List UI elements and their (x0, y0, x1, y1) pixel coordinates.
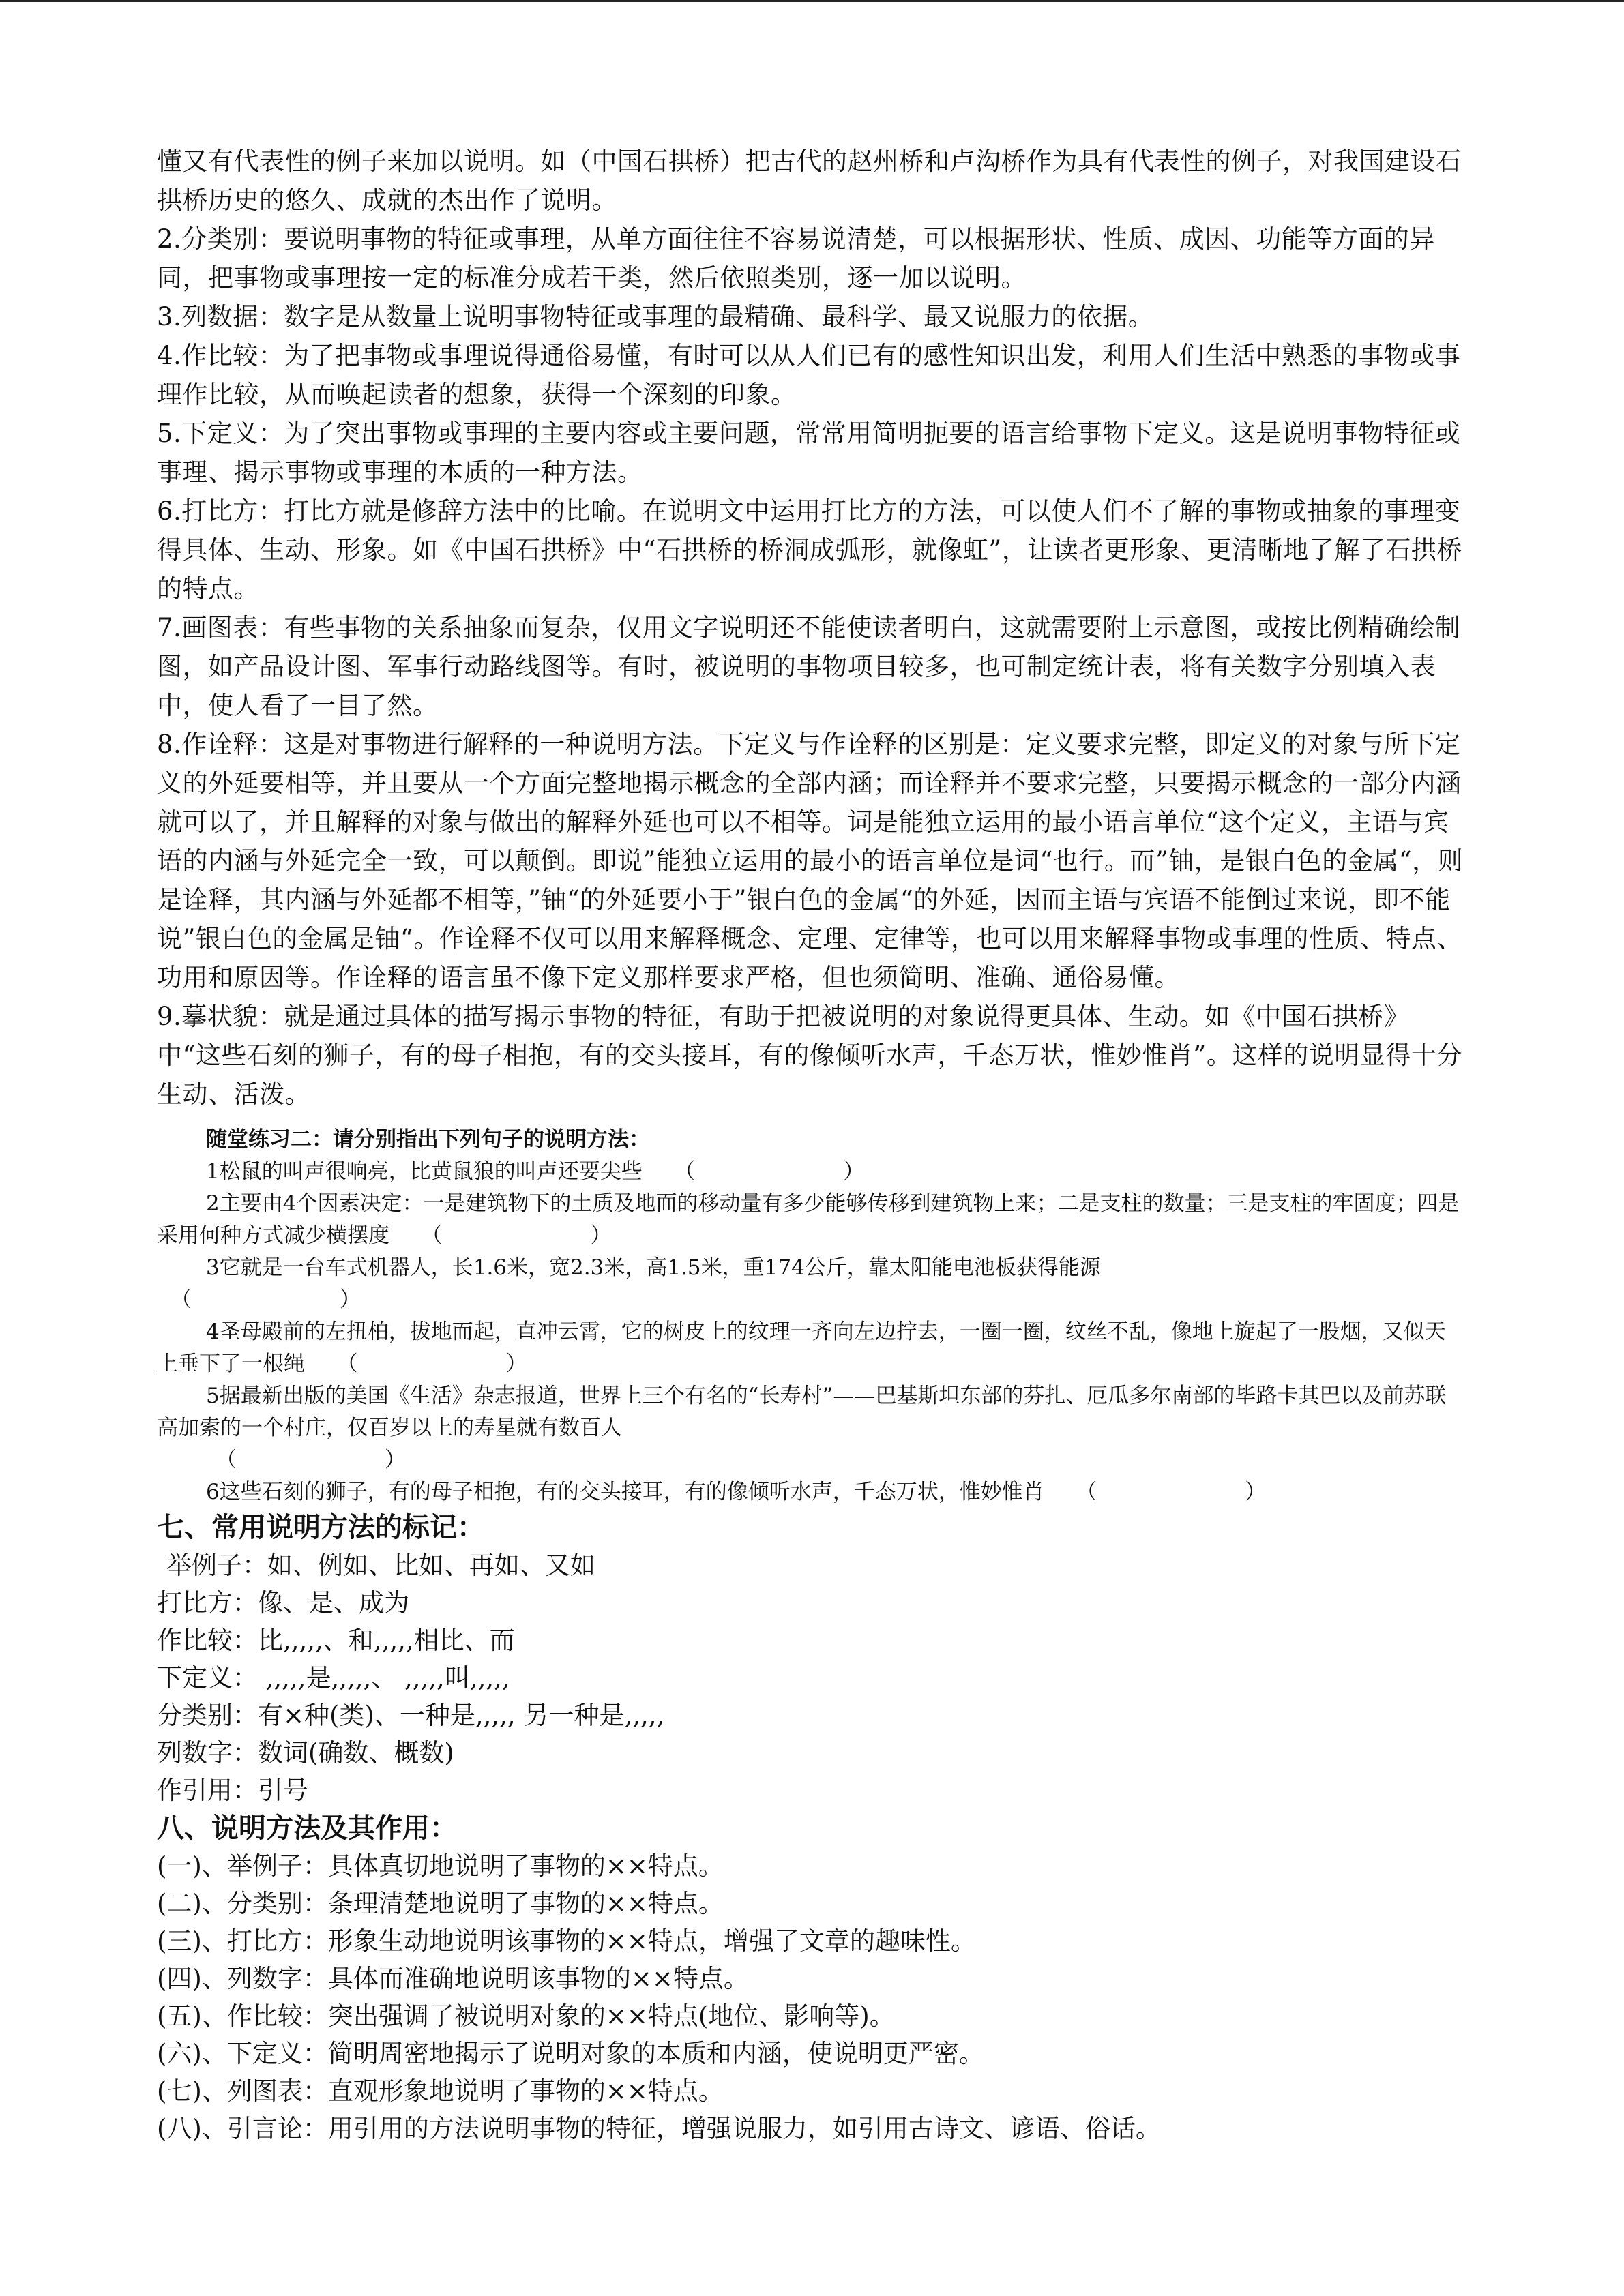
answer-blank[interactable]: （ ） (171, 1287, 361, 1312)
answer-blank[interactable]: （ ） (347, 1352, 527, 1376)
paragraph-compare: 4.作比较：为了把事物或事理说得通俗易懂，有时可以从人们已有的感性知识出发，利用人们生活中熟悉的事物或事理作比较，从而唤起读者的想象，获得一个深刻的印象。 (157, 341, 1461, 409)
exercise-item-text: 6这些石刻的狮子，有的母子相抱，有的交头接耳，有的像倾听水声，千态万状，惟妙惟肖 (206, 1480, 1044, 1504)
answer-blank[interactable]: （ ） (684, 1159, 865, 1184)
exercise-item (157, 1316, 1466, 1380)
marker-line: 分类别：有×种(类)、一种是,,,,, 另一种是,,,,, (157, 1701, 665, 1730)
paragraph-analogy: 6.打比方：打比方就是修辞方法中的比喻。在说明文中运用打比方的方法，可以使人们不了解的事物或抽象的事理变得具体、生动、形象。如《中国石拱桥》中“石拱桥的桥洞成弧形，就像虹”，让读者更形象、更清晰地了解了石拱桥的特点。 (157, 496, 1462, 603)
marker-line: 打比方：像、是、成为 (157, 1588, 409, 1617)
paragraph-example-continuation: 懂又有代表性的例子来加以说明。如（中国石拱桥）把古代的赵州桥和卢沟桥作为具有代表性的例子，对我国建设石拱桥历史的悠久、成就的杰出作了说明。 (157, 147, 1462, 215)
function-line: (二)、分类别：条理清楚地说明了事物的××特点。 (157, 1889, 724, 1918)
marker-line: 下定义： ,,,,,是,,,,,、 ,,,,,叫,,,,, (157, 1663, 510, 1693)
marker-line: 作比较：比,,,,,、和,,,,,相比、而 (157, 1626, 515, 1655)
function-line: (八)、引言论：用引用的方法说明事物的特征，增强说服力，如引用古诗文、谚语、俗话。 (157, 2114, 1161, 2143)
paragraph-classify: 2.分类别：要说明事物的特征或事理，从单方面往往不容易说清楚，可以根据形状、性质、成因、功能等方面的异同，把事物或事理按一定的标准分成若干类，然后依照类别，逐一加以说明。 (157, 224, 1435, 293)
page-top-border (0, 0, 1624, 2)
exercise-item-text: 2主要由4个因素决定：一是建筑物下的土质及地面的移动量有多少能够传移到建筑物上来；二是支柱的数量；三是支柱的牢固度；四是采用何种方式减少横摆度 (157, 1191, 1460, 1248)
exercise-item (157, 1188, 1466, 1252)
answer-blank[interactable]: （ ） (216, 1448, 406, 1472)
exercise-item (157, 1156, 1466, 1188)
section-heading-functions: 八、说明方法及其作用： (157, 1813, 457, 1844)
marker-line: 列数字：数词(确数、概数) (157, 1738, 454, 1768)
answer-blank[interactable]: （ ） (1086, 1480, 1267, 1504)
paragraph-interpret: 8.作诠释：这是对事物进行解释的一种说明方法。下定义与作诠释的区别是：定义要求完整，即定义的对象与所下定义的外延要相等，并且要从一个方面完整地揭示概念的全部内涵；而诠释并不要求完整，只要揭示概念的一部分内涵就可以了，并且解释的对象与做出的解释外延也可以不相等。词是能独立运用的最小语言单位“这个定义，主语与宾语的内涵与外延完全一致，可以颠倒。即说”能独立运用的最小的语言单位是词“也行。而”铀，是银白色的金属“，则是诠释，其内涵与外延都不相等，”铀“的外延要小于”银白色的金属“的外延，因而主语与宾语不能倒过来说，即不能说”银白色的金属是铀“。作诠释不仅可以用来解释概念、定理、定律等，也可以用来解释事物或事理的性质、特点、功用和原因等。作诠释的语言虽不像下定义那样要求严格，但也须简明、准确、通俗易懂。 (157, 730, 1464, 992)
marker-line: 举例子：如、例如、比如、再如、又如 (166, 1551, 595, 1580)
exercise-item (157, 1476, 1466, 1508)
paragraph-diagram: 7.画图表：有些事物的关系抽象而复杂，仅用文字说明还不能使读者明白，这就需要附上示意图，或按比例精确绘制图，如产品设计图、军事行动路线图等。有时，被说明的事物项目较多，也可制定统计表，将有关数字分别填入表中，使人看了一目了然。 (157, 613, 1461, 720)
function-line: (一)、举例子：具体真切地说明了事物的××特点。 (157, 1851, 724, 1881)
section-heading-markers: 七、常用说明方法的标记： (157, 1512, 484, 1543)
function-line: (七)、列图表：直观形象地说明了事物的××特点。 (157, 2076, 724, 2106)
exercise-item-text: 4圣母殿前的左扭柏，拔地而起，直冲云霄，它的树皮上的纹理一齐向左边拧去，一圈一圈，纹丝不乱，像地上旋起了一股烟，又似天上垂下了一根绳 (157, 1320, 1446, 1376)
paragraph-describe: 9.摹状貌：就是通过具体的描写揭示事物的特征，有助于把被说明的对象说得更具体、生动。如《中国石拱桥》中“这些石刻的狮子，有的母子相抱，有的交头接耳，有的像倾听水声，千态万状，惟妙惟肖”。这样的说明显得十分生动、活泼。 (157, 1002, 1462, 1109)
document-page (157, 142, 1466, 2147)
function-line: (三)、打比方：形象生动地说明该事物的××特点，增强了文章的趣味性。 (157, 1926, 976, 1956)
function-line: (五)、作比较：突出强调了被说明对象的××特点(地位、影响等)。 (157, 2001, 895, 2031)
function-line: (四)、列数字：具体而准确地说明该事物的××特点。 (157, 1964, 749, 1993)
exercise-item-text: 5据最新出版的美国《生活》杂志报道，世界上三个有名的“长寿村”——巴基斯坦东部的芬扎、厄瓜多尔南部的毕路卡其巴以及前苏联高加索的一个村庄，仅百岁以上的寿星就有数百人 (157, 1384, 1447, 1440)
exercise-item-text: 3它就是一台车式机器人，长1.6米，宽2.3米，高1.5米，重174公斤，靠太阳能电池板获得能源 (206, 1255, 1101, 1280)
paragraph-define: 5.下定义：为了突出事物或事理的主要内容或主要问题，常常用简明扼要的语言给事物下定义。这是说明事物特征或事理、揭示事物或事理的本质的一种方法。 (157, 419, 1461, 487)
exercise-item (157, 1380, 1466, 1476)
answer-blank[interactable]: （ ） (432, 1223, 612, 1248)
paragraph-data: 3.列数据：数字是从数量上说明事物特征或事理的最精确、最科学、最又说服力的依据。 (157, 302, 1154, 331)
exercise-item-text: 1松鼠的叫声很响亮，比黄鼠狼的叫声还要尖些 (206, 1159, 643, 1184)
exercise-item (157, 1252, 1466, 1316)
exercise-heading: 随堂练习二：请分别指出下列句子的说明方法： (206, 1127, 650, 1152)
marker-line: 作引用：引号 (157, 1776, 308, 1805)
function-line: (六)、下定义：简明周密地揭示了说明对象的本质和内涵，使说明更严密。 (157, 2039, 984, 2068)
exercise-block (157, 1123, 1466, 1508)
